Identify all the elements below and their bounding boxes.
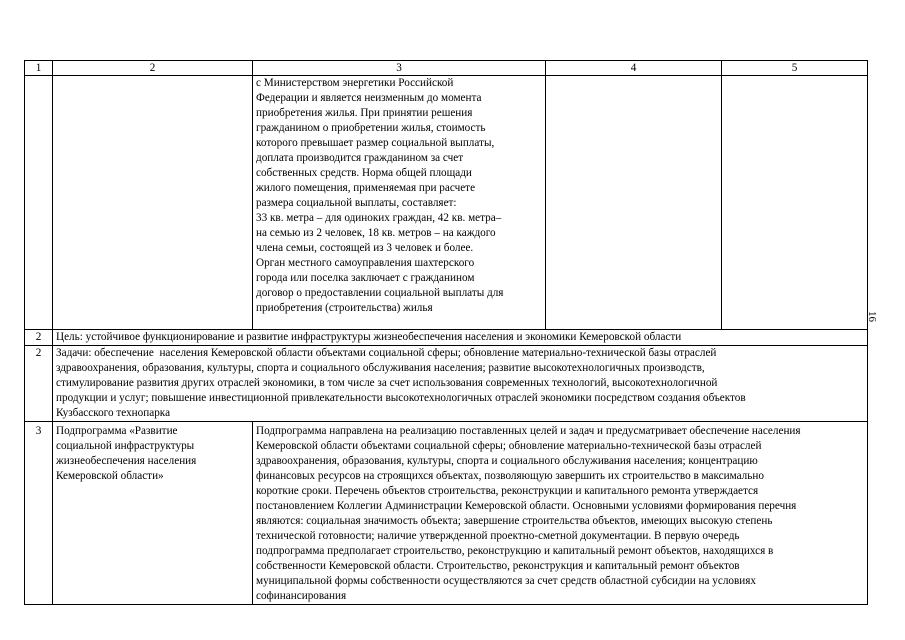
subprogram-description-line: здравоохранения, образования, культуры, спорта и социального обслуживания населения; концентрацию [256, 455, 758, 467]
continuation-text-line: члена семьи, состоящей из 3 человек и более. [256, 242, 474, 254]
continuation-text-line: приобретения жилья. При принятии решения [256, 107, 473, 119]
continuation-text-line: размера социальной выплаты, составляет: [256, 197, 457, 209]
goal-row [25, 330, 868, 346]
subprogram-description-line: собственности Кемеровской области. Строительство, реконструкция и капитальный ремонт объектов [256, 560, 740, 572]
column-number-4: 4 [546, 61, 722, 76]
continuation-text-line: приобретения (строительства) жилья [256, 302, 433, 314]
tasks-text-line: Кузбасского технопарка [56, 407, 171, 419]
tasks-text-line: стимулирование развития других отраслей экономики, в том числе за счет использования современных технологий, высокотехнологичной [56, 377, 718, 389]
continuation-cell-1 [25, 76, 53, 330]
subprogram-description-line: являются: социальная значимость объекта; завершение строительства объектов, имеющих высокую степень [256, 515, 773, 527]
column-number-1: 1 [25, 61, 53, 76]
subprogram-name-line: жизнеобеспечения населения [56, 455, 197, 467]
column-number-3: 3 [253, 61, 546, 76]
tasks-row-number: 2 [25, 346, 53, 422]
continuation-text-line: с Министерством энергетики Российской [256, 77, 454, 89]
subprogram-name-line: Кемеровской области» [56, 470, 164, 482]
continuation-cell-5 [722, 76, 868, 330]
subprogram-row [25, 422, 868, 605]
subprogram-description-line: технической готовности; наличие утвержденной проектно-сметной документации. В первую очередь [256, 530, 740, 542]
tasks-cell [53, 346, 868, 422]
subprogram-name [56, 424, 249, 484]
subprogram-description-line: подпрограмма предполагает строительство, реконструкцию и капитальный ремонт объектов, находящихся в [256, 545, 774, 557]
continuation-row [25, 76, 868, 330]
continuation-text-line: договор о предоставлении социальной выплаты для [256, 287, 504, 299]
subprogram-name-cell [53, 422, 253, 605]
subprogram-description [256, 424, 864, 604]
goal-text: Цель: устойчивое функционирование и развитие инфраструктуры жизнеобеспечения населения и экономики Кемеровской области [53, 330, 868, 346]
continuation-text-line: на семью из 2 человек, 18 кв. метров – на каждого [256, 227, 496, 239]
subprogram-description-line: постановлением Коллегии Администрации Кемеровской области. Основными условиями формирования перечня [256, 500, 797, 512]
continuation-text-line: собственных средств. Норма общей площади [256, 167, 472, 179]
continuation-text-line: доплата производится гражданином за счет [256, 152, 464, 164]
subprogram-description-line: Кемеровской области объектами социальной сферы; обновление материально-технической базы отраслей [256, 440, 762, 452]
continuation-cell-4 [546, 76, 722, 330]
continuation-text-cell [253, 76, 546, 330]
tasks-text-line: продукции и услуг; повышение инвестиционной привлекательности высокотехнологичных отраслей экономики посредством создания объектов [56, 392, 746, 404]
subprogram-description-cell [253, 422, 868, 605]
continuation-text-line: Орган местного самоуправления шахтерского [256, 257, 475, 269]
program-table [24, 60, 868, 605]
subprogram-description-line: софинансирования [256, 590, 347, 602]
subprogram-description-line: Подпрограмма направлена на реализацию поставленных целей и задач и предусматривает обеспечение населения [256, 425, 801, 437]
tasks-text [56, 346, 864, 421]
tasks-text-line: Задачи: обеспечение населения Кемеровской области объектами социальной сферы; обновление материально-технической базы отраслей [56, 347, 717, 359]
tasks-row [25, 346, 868, 422]
continuation-text-line: жилого помещения, применяемая при расчете [256, 182, 476, 194]
continuation-text-line: города или поселка заключает с гражданином [256, 272, 475, 284]
continuation-text-line: 33 кв. метра – для одиноких граждан, 42 кв. метра– [256, 212, 502, 224]
continuation-text [256, 76, 542, 316]
continuation-text-line: Федерации и является неизменным до момента [256, 92, 482, 104]
subprogram-description-line: короткие сроки. Перечень объектов строительства, реконструкции и капитального ремонта утверждается [256, 485, 759, 497]
continuation-cell-2 [53, 76, 253, 330]
continuation-text-line: гражданином о приобретении жилья, стоимость [256, 122, 486, 134]
subprogram-row-number: 3 [25, 422, 53, 605]
subprogram-description-line: финансовых ресурсов на строящихся объектах, позволяющую завершить их строительство в максимально [256, 470, 764, 482]
tasks-text-line: здравоохранения, образования, культуры, спорта и социального обслуживания населения; развитие высокотехнологичных производств, [56, 362, 705, 374]
continuation-text-line: которого превышает размер социальной выплаты, [256, 137, 495, 149]
column-number-2: 2 [53, 61, 253, 76]
subprogram-name-line: социальной инфраструктуры [56, 440, 195, 452]
subprogram-name-line: Подпрограмма «Развитие [56, 425, 178, 437]
page-number: 16 [866, 311, 878, 322]
goal-row-number: 2 [25, 330, 53, 346]
column-number-row [25, 61, 868, 76]
column-number-5: 5 [722, 61, 868, 76]
subprogram-description-line: муниципальной формы собственности осуществляются за счет средств областной субсидии на условиях [256, 575, 757, 587]
